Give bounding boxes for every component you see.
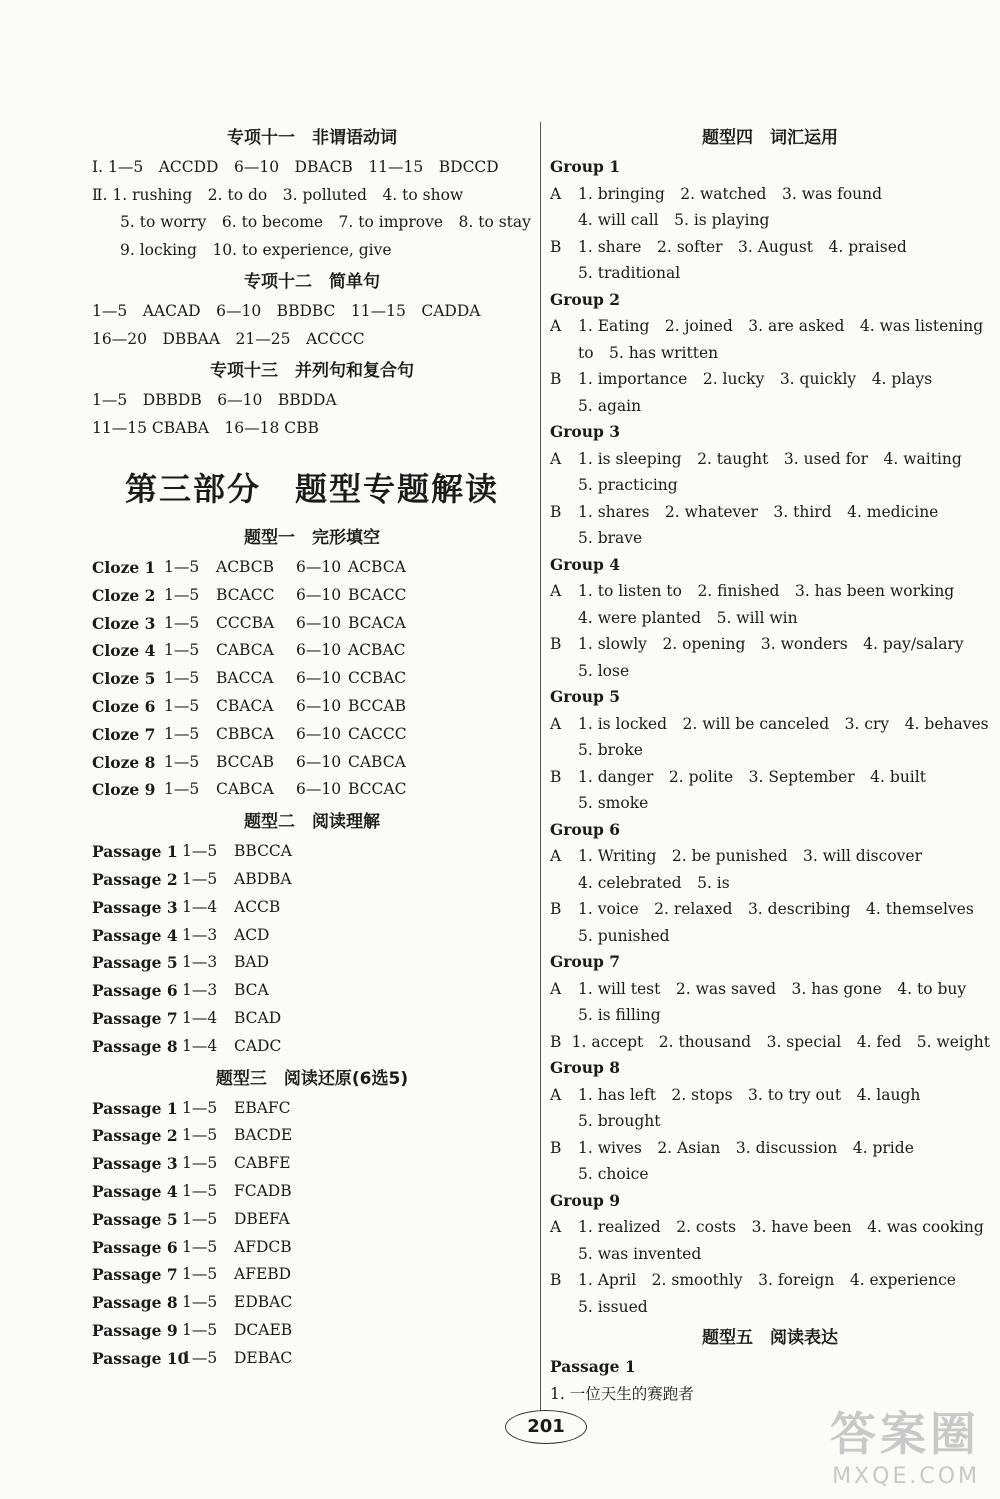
item-letter: A xyxy=(550,979,562,998)
cloze-cell: BCCAC xyxy=(348,780,407,799)
left-column xyxy=(92,120,532,1373)
passage-cell: Passage 6 xyxy=(92,1237,178,1257)
column-divider xyxy=(540,122,541,1412)
cloze-cell: ACBCB xyxy=(216,558,274,576)
group-item xyxy=(550,1214,990,1241)
answer-line: Ⅰ. 1—5 ACCDD 6—10 DBACB 11—15 BDCCD xyxy=(92,158,499,176)
passage-cell: CABFE xyxy=(234,1154,291,1173)
cloze-cell: BCCAB xyxy=(216,752,274,771)
passage-cell: Passage 7 xyxy=(92,1008,178,1028)
group-label: Group 1 xyxy=(550,157,621,176)
cloze-row xyxy=(92,749,532,777)
passage-cell: 1—5 xyxy=(182,1348,218,1367)
passage-cell: 1—5 xyxy=(182,1098,218,1117)
group-label: Group 5 xyxy=(550,687,621,706)
cloze-cell: 6—10 xyxy=(296,752,342,771)
passage-cell: Passage 5 xyxy=(92,1209,178,1229)
item-text: 1. voice 2. relaxed 3. describing 4. themselves xyxy=(578,900,974,918)
passage-cell: 1—5 xyxy=(182,1293,218,1312)
item-text: 1. share 2. softer 3. August 4. praised xyxy=(578,237,907,256)
passage-cell: 1—4 xyxy=(182,1036,218,1055)
passage-cell: 1—5 xyxy=(182,1209,218,1228)
cloze-cell: 6—10 xyxy=(296,669,342,688)
groups-list xyxy=(550,154,990,1320)
passage-row xyxy=(92,1033,532,1061)
cloze-cell: CBACA xyxy=(216,696,274,715)
group-item-cont: 4. will call 5. is playing xyxy=(578,211,770,229)
group-item xyxy=(550,313,990,340)
watermark-url: MXQE.COM xyxy=(832,1464,980,1489)
part-title: 第三部分 题型专题解读 xyxy=(124,470,499,508)
passage-cell: BBCCA xyxy=(234,842,292,861)
cloze-cell: 6—10 xyxy=(296,724,342,743)
group-label: Group 2 xyxy=(550,289,621,309)
passage-cell: 1—5 xyxy=(182,1154,218,1173)
item-text: 1. realized 2. costs 3. have been 4. was cooking xyxy=(578,1218,984,1236)
passage-row xyxy=(92,1150,532,1178)
item-letter: B xyxy=(550,1032,562,1051)
group-label: Group 9 xyxy=(550,1190,621,1210)
group-item xyxy=(550,1267,990,1294)
passage-cell: BCA xyxy=(234,981,269,1000)
group-item xyxy=(550,234,990,261)
item-text: 1. has left 2. stops 3. to try out 4. laugh xyxy=(578,1085,921,1104)
group-label: Group 3 xyxy=(550,422,621,441)
cloze-cell: 1—5 xyxy=(164,780,200,799)
cloze-cell: 1—5 xyxy=(164,752,200,771)
passage-cell: Passage 1 xyxy=(92,1098,178,1118)
cloze-cell: 1—5 xyxy=(164,585,200,604)
passage-cell: BACDE xyxy=(234,1126,293,1145)
item-letter: B xyxy=(550,767,562,786)
cloze-cell: Cloze 9 xyxy=(92,780,156,800)
passage-row xyxy=(92,977,532,1005)
section-title: 题型二 阅读理解 xyxy=(244,812,380,833)
cloze-row xyxy=(92,637,532,665)
passage-cell: ACCB xyxy=(234,897,281,916)
cloze-cell: 1—5 xyxy=(164,558,200,576)
section-title: 题型五 阅读表达 xyxy=(702,1328,838,1348)
passage-row xyxy=(92,1261,532,1289)
item-text: 1. Eating 2. joined 3. are asked 4. was listening xyxy=(578,317,984,335)
passage-row xyxy=(92,1095,532,1123)
group-label: Group 7 xyxy=(550,952,621,971)
passage-cell: AFDCB xyxy=(234,1237,292,1256)
passage-cell: BAD xyxy=(234,953,270,972)
item-text: 1. is locked 2. will be canceled 3. cry 4. behaves xyxy=(578,714,989,733)
section-title: 题型三 阅读还原(6选5) xyxy=(215,1068,409,1089)
cloze-cell: 1—5 xyxy=(164,724,200,743)
passage-cell: ACD xyxy=(234,925,270,944)
page-number: 201 xyxy=(505,1410,587,1444)
passage-cell: 1—4 xyxy=(182,897,218,916)
item-letter: A xyxy=(550,317,562,335)
cloze-cell: CCCBA xyxy=(216,613,275,632)
watermark-logo: 答案圈 xyxy=(830,1407,980,1461)
item-text: 1. accept 2. thousand 3. special 4. fed 5. weight xyxy=(571,1032,990,1051)
cloze-cell: 6—10 xyxy=(296,558,342,576)
item-text: 1. bringing 2. watched 3. was found xyxy=(578,184,883,203)
passage-row xyxy=(92,1345,532,1373)
cloze-cell: Cloze 2 xyxy=(92,585,156,605)
group-item-cont: 5. practicing xyxy=(578,476,678,494)
group-item-cont: 5. punished xyxy=(578,926,670,945)
section-title: 题型一 完形填空 xyxy=(244,528,380,548)
passage-label: Passage 1 xyxy=(550,1357,636,1376)
group-item xyxy=(550,711,990,738)
cloze-cell: CCBAC xyxy=(348,669,407,688)
passage-row xyxy=(92,1122,532,1150)
passage-cell: 1—5 xyxy=(182,1126,218,1145)
group-item-cont: 5. smoke xyxy=(578,794,649,812)
group-item-cont: 5. brave xyxy=(578,529,643,547)
passage-cell: 1—3 xyxy=(182,953,218,972)
passage-cell: Passage 2 xyxy=(92,1126,178,1146)
cloze-cell: Cloze 7 xyxy=(92,724,156,744)
item-letter: B xyxy=(550,1138,562,1157)
item-letter: B xyxy=(550,502,562,521)
passage-cell: Passage 5 xyxy=(92,953,178,973)
group-label: Group 8 xyxy=(550,1058,621,1077)
watermark xyxy=(830,1398,980,1489)
answer-line: Ⅱ. 1. rushing 2. to do 3. polluted 4. to show xyxy=(92,185,464,204)
passage-row xyxy=(92,949,532,977)
item-text: 1. will test 2. was saved 3. has gone 4. to buy xyxy=(578,979,967,998)
cloze-row xyxy=(92,582,532,610)
item-text: 1. wives 2. Asian 3. discussion 4. pride xyxy=(578,1138,914,1157)
cloze-cell: 1—5 xyxy=(164,641,200,660)
cloze-cell: 1—5 xyxy=(164,613,200,632)
passage-row xyxy=(92,1317,532,1345)
group-item xyxy=(550,631,990,658)
item-letter: A xyxy=(550,582,562,600)
group-item-cont: 5. was invented xyxy=(578,1244,702,1263)
answer-line: 1. 一位天生的赛跑者 xyxy=(550,1384,694,1403)
cloze-row xyxy=(92,610,532,638)
passage-cell: Passage 8 xyxy=(92,1293,178,1313)
item-text: 1. is sleeping 2. taught 3. used for 4. waiting xyxy=(578,449,962,468)
group-item-cont: 5. issued xyxy=(578,1297,648,1316)
passage-cell: 1—3 xyxy=(182,925,218,944)
cloze-cell: 6—10 xyxy=(296,641,342,660)
cloze-cell: 1—5 xyxy=(164,669,200,688)
passage-row xyxy=(92,1234,532,1262)
item-letter: B xyxy=(550,370,562,388)
passage-cell: 1—3 xyxy=(182,981,218,1000)
cloze-row xyxy=(92,554,532,582)
cloze-cell: Cloze 6 xyxy=(92,696,156,716)
passage-row xyxy=(92,866,532,894)
item-letter: B xyxy=(550,1271,562,1289)
cloze-cell: Cloze 8 xyxy=(92,752,156,772)
passage-cell: FCADB xyxy=(234,1181,292,1200)
restore-list xyxy=(92,1095,532,1373)
group-item xyxy=(550,1082,990,1109)
section-title: 专项十三 并列句和复合句 xyxy=(210,361,414,381)
cloze-row xyxy=(92,721,532,749)
item-letter: A xyxy=(550,847,562,865)
group-item xyxy=(550,1135,990,1162)
group-item-cont: 5. broke xyxy=(578,741,643,759)
section-title: 专项十一 非谓语动词 xyxy=(227,128,397,148)
passage-cell: 1—4 xyxy=(182,1008,218,1027)
cloze-cell: 6—10 xyxy=(296,613,342,632)
passage-cell: Passage 4 xyxy=(92,1181,178,1201)
item-text: 1. slowly 2. opening 3. wonders 4. pay/salary xyxy=(578,635,964,653)
passage-cell: Passage 6 xyxy=(92,981,178,1001)
answer-line: 9. locking 10. to experience, give xyxy=(120,240,392,259)
cloze-cell: 6—10 xyxy=(296,780,342,799)
item-letter: B xyxy=(550,237,562,256)
cloze-cell: CABCA xyxy=(348,752,406,771)
cloze-cell: BCACC xyxy=(216,585,275,604)
cloze-cell: BCACA xyxy=(348,613,406,632)
item-text: 1. Writing 2. be punished 3. will discover xyxy=(578,847,922,865)
item-text: 1. April 2. smoothly 3. foreign 4. experience xyxy=(578,1271,956,1289)
passage-row xyxy=(92,922,532,950)
item-text: 1. danger 2. polite 3. September 4. built xyxy=(578,767,926,786)
item-letter: B xyxy=(550,635,562,653)
passage-row xyxy=(92,1005,532,1033)
group-label: Group 6 xyxy=(550,819,621,839)
passage-row xyxy=(92,1289,532,1317)
passage-cell: Passage 9 xyxy=(92,1320,178,1340)
section-title: 专项十二 简单句 xyxy=(244,272,380,292)
passage-row xyxy=(92,1206,532,1234)
passage-cell: 1—5 xyxy=(182,1237,218,1256)
cloze-cell: 1—5 xyxy=(164,696,200,715)
answer-line: 1—5 DBBDB 6—10 BBDDA xyxy=(92,391,337,409)
item-letter: A xyxy=(550,1218,562,1236)
answer-line: 5. to worry 6. to become 7. to improve 8. to stay xyxy=(120,213,531,231)
group-item-cont: to 5. has written xyxy=(578,343,719,362)
passage-cell: EBAFC xyxy=(234,1098,291,1117)
right-column xyxy=(550,120,990,1408)
answer-line: 1—5 AACAD 6—10 BBDBC 11—15 CADDA xyxy=(92,302,481,320)
group-item-cont: 5. choice xyxy=(578,1165,649,1183)
passage-cell: DBEFA xyxy=(234,1209,290,1228)
cloze-row xyxy=(92,665,532,693)
group-item-cont: 5. is filling xyxy=(578,1006,661,1024)
passage-cell: Passage 7 xyxy=(92,1265,178,1285)
cloze-cell: ACBCA xyxy=(348,558,406,576)
cloze-cell: 6—10 xyxy=(296,585,342,604)
passage-cell: Passage 10 xyxy=(92,1348,189,1368)
cloze-cell: BACCA xyxy=(216,669,274,688)
group-item-cont: 5. brought xyxy=(578,1112,661,1130)
group-item xyxy=(550,499,990,526)
group-item-cont: 4. were planted 5. will win xyxy=(578,608,798,627)
passage-cell: 1—5 xyxy=(182,1265,218,1284)
item-letter: A xyxy=(550,1085,562,1104)
cloze-cell: Cloze 1 xyxy=(92,558,156,577)
passage-cell: Passage 1 xyxy=(92,842,178,862)
group-item-cont: 5. again xyxy=(578,396,642,415)
section-title: 题型四 词汇运用 xyxy=(702,128,838,148)
passage-cell: 1—5 xyxy=(182,869,218,888)
cloze-cell: Cloze 3 xyxy=(92,613,156,633)
group-item xyxy=(550,976,990,1003)
item-text: 1. to listen to 2. finished 3. has been working xyxy=(578,582,955,600)
cloze-cell: ACBAC xyxy=(348,641,406,660)
passage-row xyxy=(92,1178,532,1206)
answer-line: 11—15 CBABA 16—18 CBB xyxy=(92,418,319,437)
item-text: 1. importance 2. lucky 3. quickly 4. plays xyxy=(578,370,933,388)
group-item xyxy=(550,843,990,870)
item-letter: A xyxy=(550,449,562,468)
answer-line: 16—20 DBBAA 21—25 ACCCC xyxy=(92,329,365,348)
passage-cell: Passage 2 xyxy=(92,869,178,889)
item-letter: A xyxy=(550,714,562,733)
passage-cell: Passage 3 xyxy=(92,897,178,917)
cloze-cell: CABCA xyxy=(216,780,274,799)
cloze-cell: CABCA xyxy=(216,641,274,660)
group-item xyxy=(550,181,990,208)
passage-cell: BCAD xyxy=(234,1008,282,1027)
passage-cell: AFEBD xyxy=(234,1265,292,1284)
passage-cell: ABDBA xyxy=(234,869,292,888)
cloze-cell: CBBCA xyxy=(216,724,274,743)
cloze-cell: BCCAB xyxy=(348,696,406,715)
item-letter: A xyxy=(550,184,562,203)
item-text: 1. shares 2. whatever 3. third 4. medicine xyxy=(578,502,939,521)
cloze-cell: Cloze 5 xyxy=(92,669,156,689)
passage-cell: EDBAC xyxy=(234,1293,293,1312)
group-item xyxy=(550,1029,990,1056)
group-item xyxy=(550,366,990,393)
passage-row xyxy=(92,838,532,866)
passage-cell: DEBAC xyxy=(234,1348,293,1367)
item-letter: B xyxy=(550,900,562,918)
group-label: Group 4 xyxy=(550,554,621,574)
group-item xyxy=(550,446,990,473)
passage-cell: 1—5 xyxy=(182,842,218,861)
passage-cell: 1—5 xyxy=(182,1320,218,1339)
group-item-cont: 5. lose xyxy=(578,661,630,680)
group-item-cont: 4. celebrated 5. is xyxy=(578,873,730,892)
group-item xyxy=(550,764,990,791)
passage-cell: Passage 3 xyxy=(92,1154,178,1174)
cloze-cell: Cloze 4 xyxy=(92,641,156,661)
cloze-row xyxy=(92,776,532,804)
group-item xyxy=(550,578,990,605)
cloze-cell: BCACC xyxy=(348,585,407,604)
passage-row xyxy=(92,894,532,922)
cloze-list xyxy=(92,554,532,804)
passage-cell: CADC xyxy=(234,1036,282,1055)
group-item xyxy=(550,896,990,923)
passage-cell: 1—5 xyxy=(182,1181,218,1200)
cloze-row xyxy=(92,693,532,721)
group-item-cont: 5. traditional xyxy=(578,264,681,282)
passage-cell: Passage 4 xyxy=(92,925,178,945)
reading-list xyxy=(92,838,532,1060)
cloze-cell: CACCC xyxy=(348,724,407,743)
passage-cell: DCAEB xyxy=(234,1320,293,1339)
passage-cell: Passage 8 xyxy=(92,1036,178,1056)
cloze-cell: 6—10 xyxy=(296,696,342,715)
